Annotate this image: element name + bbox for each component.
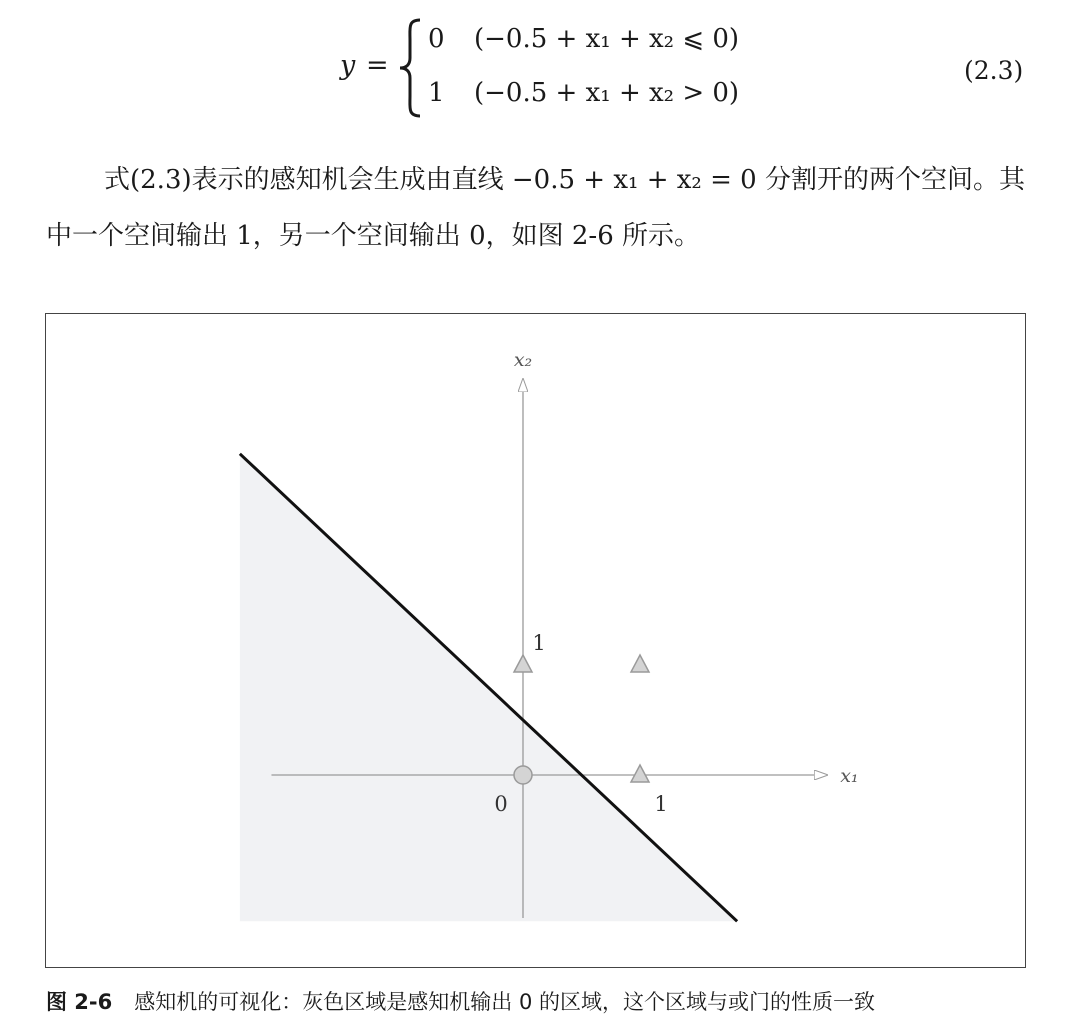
perceptron-plot xyxy=(46,314,1025,967)
formula-lhs: y xyxy=(340,50,356,81)
formula-case-2 xyxy=(428,78,739,108)
caption-text: 感知机的可视化：灰色区域是感知机输出 0 的区域，这个区域与或门的性质一致 xyxy=(134,990,875,1014)
x-axis-label: x₁ xyxy=(840,765,859,787)
case-2-value: 1 xyxy=(428,78,445,108)
triangle-marker-output-1 xyxy=(631,655,649,672)
y-axis-label: x₂ xyxy=(513,349,533,371)
equation-number: (2.3) xyxy=(964,56,1024,85)
formula-equals: = xyxy=(366,50,389,81)
case-2-condition: (−0.5 + x₁ + x₂ > 0) xyxy=(474,78,740,108)
x-tick-label-1: 1 xyxy=(654,792,668,816)
figure-2-6 xyxy=(45,313,1026,968)
body-paragraph xyxy=(46,152,1031,264)
equation-2-3 xyxy=(0,0,1069,130)
origin-label: 0 xyxy=(494,792,508,816)
paragraph-text: 式(2.3)表示的感知机会生成由直线 −0.5 + x₁ + x₂ = 0 分割开的两个空间。其中一个空间输出 1，另一个空间输出 0，如图 2-6 所示。 xyxy=(46,165,1025,251)
caption-number: 图 2-6 xyxy=(46,990,113,1014)
left-brace-icon xyxy=(398,18,424,118)
case-1-condition: (−0.5 + x₁ + x₂ ⩽ 0) xyxy=(474,24,740,54)
figure-caption xyxy=(46,986,875,1016)
case-1-value: 0 xyxy=(428,24,445,54)
triangle-marker-output-1 xyxy=(631,765,649,782)
circle-marker-output-0 xyxy=(514,766,532,784)
y-tick-label-1: 1 xyxy=(532,631,546,655)
triangle-marker-output-1 xyxy=(514,655,532,672)
formula-case-1 xyxy=(428,24,739,54)
